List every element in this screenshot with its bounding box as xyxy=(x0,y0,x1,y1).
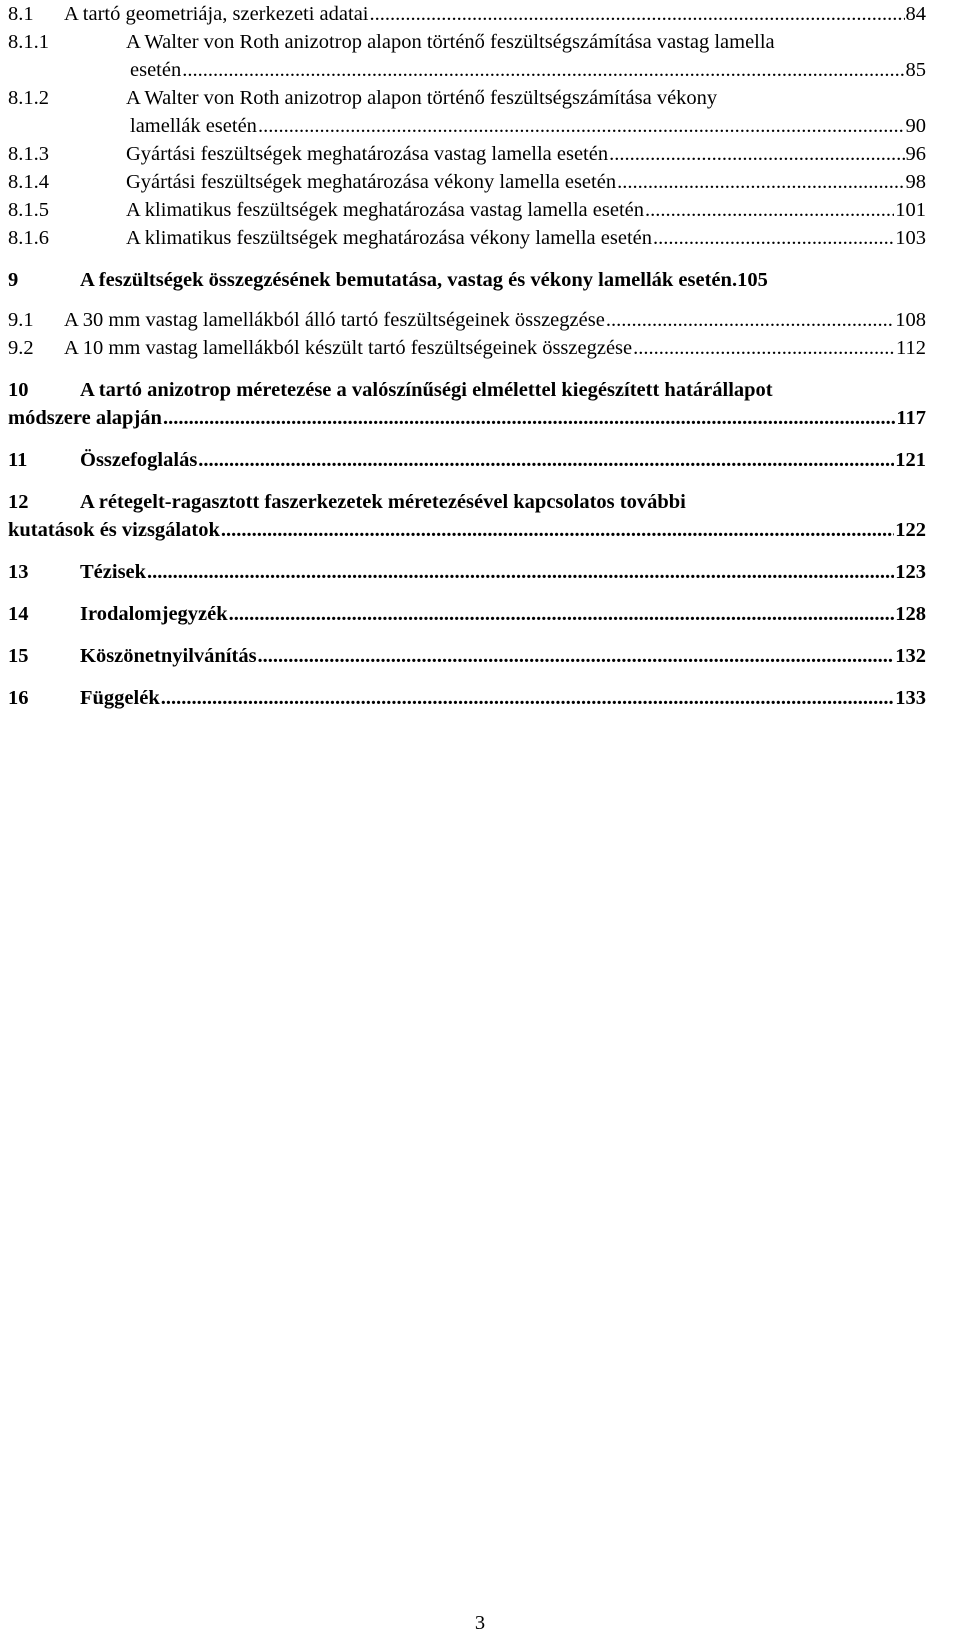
toc-title-continued: kutatások és vizsgálatok xyxy=(8,519,220,541)
toc-title: A tartó geometriája, szerkezeti adatai xyxy=(64,3,369,25)
toc-number: 10 xyxy=(8,379,29,401)
toc-entry-8-1-6[interactable] xyxy=(8,224,926,252)
toc-entry-8-1-2[interactable] xyxy=(8,84,926,112)
toc-title: A klimatikus feszültségek meghatározása vékony lamella esetén xyxy=(126,227,652,249)
toc-entry-9[interactable] xyxy=(8,266,926,294)
toc-number: 16 xyxy=(8,687,29,709)
page-number: 3 xyxy=(474,1612,486,1634)
toc-number: 8.1.5 xyxy=(8,199,49,221)
toc-entry-12[interactable] xyxy=(8,488,926,516)
dot-leader xyxy=(617,168,904,196)
toc-number: 8.1.4 xyxy=(8,171,49,193)
dot-leader xyxy=(221,516,894,544)
toc-entry-8-1[interactable] xyxy=(8,0,926,28)
toc-page: 132 xyxy=(895,645,926,667)
toc-page: 112 xyxy=(896,337,926,359)
toc-page: 96 xyxy=(905,143,926,165)
toc-entry-14[interactable] xyxy=(8,600,926,628)
toc-entry-15[interactable] xyxy=(8,642,926,670)
toc-page: 108 xyxy=(895,309,926,331)
toc-title-continued: módszere alapján xyxy=(8,407,162,429)
toc-title: A klimatikus feszültségek meghatározása vastag lamella esetén xyxy=(126,199,645,221)
toc-entry-11[interactable] xyxy=(8,446,926,474)
dot-leader xyxy=(161,684,895,712)
toc-entry-8-1-5[interactable] xyxy=(8,196,926,224)
toc-title: Köszönetnyilvánítás xyxy=(80,645,257,667)
toc-entry-13[interactable] xyxy=(8,558,926,586)
toc-title-continued: lamellák esetén xyxy=(130,115,257,137)
toc-number: 13 xyxy=(8,561,29,583)
dot-leader xyxy=(606,306,894,334)
dot-leader xyxy=(182,56,904,84)
toc-title: A Walter von Roth anizotrop alapon történő feszültségszámítása vastag lamella xyxy=(126,31,775,53)
toc-entry-9-2[interactable] xyxy=(8,334,926,362)
toc-entry-8-1-2-continued[interactable] xyxy=(130,112,926,140)
toc-number: 8.1.2 xyxy=(8,87,49,109)
dot-leader xyxy=(370,0,905,28)
toc-number: 12 xyxy=(8,491,29,513)
toc-title: Gyártási feszültségek meghatározása vékony lamella esetén xyxy=(126,171,617,193)
toc-number: 9 xyxy=(8,269,19,291)
dot-leader xyxy=(645,196,894,224)
dot-leader xyxy=(229,600,895,628)
toc-number: 14 xyxy=(8,603,29,625)
toc-title: Összefoglalás xyxy=(80,449,198,471)
toc-page: 90 xyxy=(905,115,926,137)
toc-page: 103 xyxy=(895,227,926,249)
toc-number: 8.1.6 xyxy=(8,227,49,249)
toc-title: Irodalomjegyzék xyxy=(80,603,228,625)
toc-page: 85 xyxy=(905,59,926,81)
toc-number: 11 xyxy=(8,449,28,471)
toc-title: A tartó anizotrop méretezése a valószínűségi elmélettel kiegészített határállapot xyxy=(80,379,773,401)
toc-page: 84 xyxy=(905,3,926,25)
toc-title: A 10 mm vastag lamellákból készült tartó feszültségeinek összegzése xyxy=(64,337,633,359)
toc-title: Gyártási feszültségek meghatározása vastag lamella esetén xyxy=(126,143,609,165)
dot-leader xyxy=(258,112,905,140)
dot-leader xyxy=(163,404,895,432)
toc-number: 8.1.3 xyxy=(8,143,49,165)
toc-number: 8.1 xyxy=(8,3,34,25)
toc-page: 123 xyxy=(895,561,926,583)
toc-entry-9-1[interactable] xyxy=(8,306,926,334)
toc-page: .105 xyxy=(731,269,768,291)
dot-leader xyxy=(147,558,894,586)
toc-page: 133 xyxy=(895,687,926,709)
toc-title-continued: esetén xyxy=(130,59,182,81)
dot-leader xyxy=(609,140,904,168)
toc-entry-10[interactable] xyxy=(8,376,926,404)
toc-entry-8-1-4[interactable] xyxy=(8,168,926,196)
toc-entry-8-1-1-continued[interactable] xyxy=(130,56,926,84)
toc-number: 9.2 xyxy=(8,337,34,359)
toc-title: Tézisek xyxy=(80,561,147,583)
toc-entry-8-1-3[interactable] xyxy=(8,140,926,168)
dot-leader xyxy=(198,446,894,474)
toc-title: A feszültségek összegzésének bemutatása, vastag és vékony lamellák esetén xyxy=(80,269,732,291)
toc-page: 98 xyxy=(905,171,926,193)
toc-entry-12-continued[interactable] xyxy=(8,516,926,544)
toc-number: 15 xyxy=(8,645,29,667)
dot-leader xyxy=(633,334,895,362)
toc-title: A Walter von Roth anizotrop alapon történő feszültségszámítása vékony xyxy=(126,87,718,109)
toc-page: 117 xyxy=(896,407,926,429)
toc-page: 121 xyxy=(895,449,926,471)
toc-page: 128 xyxy=(895,603,926,625)
toc-number: 8.1.1 xyxy=(8,31,49,53)
toc-page: 101 xyxy=(895,199,926,221)
toc-entry-10-continued[interactable] xyxy=(8,404,926,432)
toc-title: Függelék xyxy=(80,687,160,709)
toc-title: A 30 mm vastag lamellákból álló tartó feszültségeinek összegzése xyxy=(64,309,605,331)
toc-title: A rétegelt-ragasztott faszerkezetek méretezésével kapcsolatos további xyxy=(80,491,686,513)
toc-number: 9.1 xyxy=(8,309,34,331)
toc-entry-16[interactable] xyxy=(8,684,926,712)
toc-page: 122 xyxy=(895,519,926,541)
dot-leader xyxy=(258,642,895,670)
dot-leader xyxy=(653,224,894,252)
toc-entry-8-1-1[interactable] xyxy=(8,28,926,56)
